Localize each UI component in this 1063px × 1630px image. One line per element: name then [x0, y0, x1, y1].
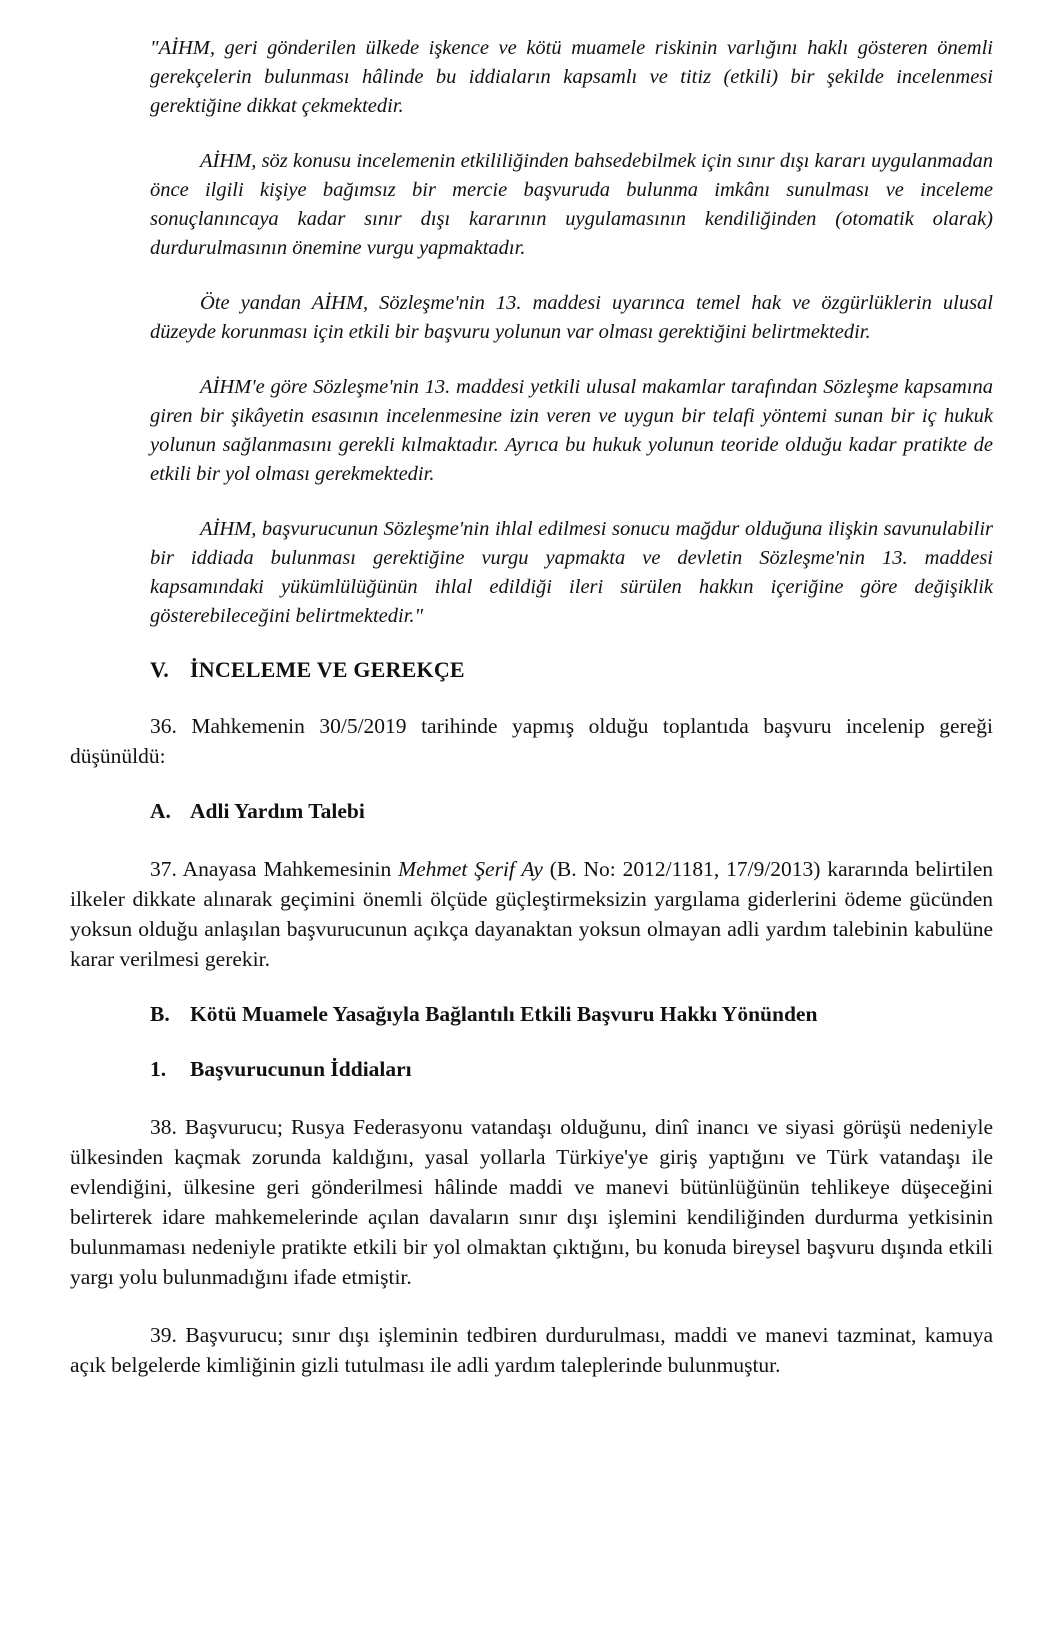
section-number: V. — [150, 657, 169, 682]
paragraph-36: 36. Mahkemenin 30/5/2019 tarihinde yapmış olduğu toplantıda başvuru incelenip gereği düşünüldü: — [70, 714, 993, 768]
section-heading-b1 — [150, 1057, 993, 1082]
paragraph-38: 38. Başvurucu; Rusya Federasyonu vatandaşı olduğunu, dinî inancı ve siyasi görüşü nedeniyle ülkesinden kaçmak zorunda kaldığını, yasal yollarla Türkiye'ye giriş yaptığını ve Türk vatandaşı ile evlendiğini, ülkesine geri gönderilmesi hâlinde maddi ve manevi bütünlüğünün tehlikeye düşeceğini belirterek idare mahkemelerinde açılan davaların sınır dışı işlemini kendiliğinden durdurma yetkisinin bulunmaması nedeniyle pratikte etkili bir yol olmaktan çıktığını, bu konuda bireysel başvuru dışında etkili yargı yolu bulunmadığını ifade etmiştir. — [70, 1115, 993, 1289]
section-title: İNCELEME VE GEREKÇE — [190, 657, 465, 682]
paragraph-text: 37. Anayasa Mahkemesinin — [150, 857, 399, 881]
quote-paragraph: "AİHM, geri gönderilen ülkede işkence ve kötü muamele riskinin varlığını haklı gösteren önemli gerekçelerin bulunması hâlinde bu iddiaların kapsamlı ve titiz (etkili) bir şekilde incelenmesi gerektiğine dikkat çekmektedir. — [150, 37, 993, 117]
section-heading-b — [150, 1002, 993, 1027]
section-number: A. — [150, 799, 171, 823]
section-title: Adli Yardım Talebi — [190, 799, 365, 823]
section-number: 1. — [150, 1057, 167, 1081]
case-name: Mehmet Şerif Ay — [398, 857, 543, 881]
section-title: Kötü Muamele Yasağıyla Bağlantılı Etkili Başvuru Hakkı Yönünden — [190, 1002, 818, 1026]
paragraph-37 — [70, 854, 993, 974]
section-heading-v — [150, 657, 993, 683]
section-heading-a — [150, 799, 993, 824]
quote-paragraph: Öte yandan AİHM, Sözleşme'nin 13. maddesi uyarınca temel hak ve özgürlüklerin ulusal düzeyde korunması için etkili bir başvuru yolunun var olması gerektiğini belirtmektedir. — [150, 292, 993, 343]
quote-paragraph: AİHM, başvurucunun Sözleşme'nin ihlal edilmesi sonucu mağdur olduğuna ilişkin savunulabilir bir iddiada bulunması gerektiğine vurgu yapmakta ve devletin Sözleşme'nin 13. maddesi kapsamındaki yükümlülüğünün ihlal edildiği ileri sürülen hakkın içeriğine göre değişiklik gösterebileceğini belirtmektedir." — [150, 518, 993, 627]
paragraph-39: 39. Başvurucu; sınır dışı işleminin tedbiren durdurulması, maddi ve manevi tazminat, kamuya açık belgelerde kimliğinin gizli tutulması ile adli yardım taleplerinde bulunmuştur. — [70, 1323, 993, 1377]
section-number: B. — [150, 1002, 170, 1026]
section-title: Başvurucunun İddiaları — [190, 1057, 412, 1081]
quote-paragraph: AİHM, söz konusu incelemenin etkililiğinden bahsedebilmek için sınır dışı kararı uygulanmadan önce ilgili kişiye bağımsız bir mercie başvuruda bulunma imkânı sunulması ve inceleme sonuçlanıncaya kadar sınır dışı kararının uygulamasının kendiliğinden (otomatik olarak) durdurulmasının önemine vurgu yapmaktadır. — [150, 150, 993, 259]
paragraph-text: (B. No: 2012/1181, 17/9/2013) kararında belirtilen ilkeler dikkate alınarak geçimini önemli ölçüde güçleştirmeksizin yargılama giderlerini ödeme gücünden yoksun olduğu anlaşılan başvurucunun açıkça dayanaktan yoksun olmayan adli yardım talebinin kabulüne karar verilmesi gerekir. — [70, 857, 994, 971]
quote-paragraph: AİHM'e göre Sözleşme'nin 13. maddesi yetkili ulusal makamlar tarafından Sözleşme kapsamına giren bir şikâyetin esasının incelenmesine izin veren ve uygun bir telafi yöntemi sunan bir iç hukuk yolunun sağlanmasını gerekli kılmaktadır. Ayrıca bu hukuk yolunun teoride olduğu kadar pratikte de etkili bir yol olması gerekmektedir. — [150, 376, 993, 485]
